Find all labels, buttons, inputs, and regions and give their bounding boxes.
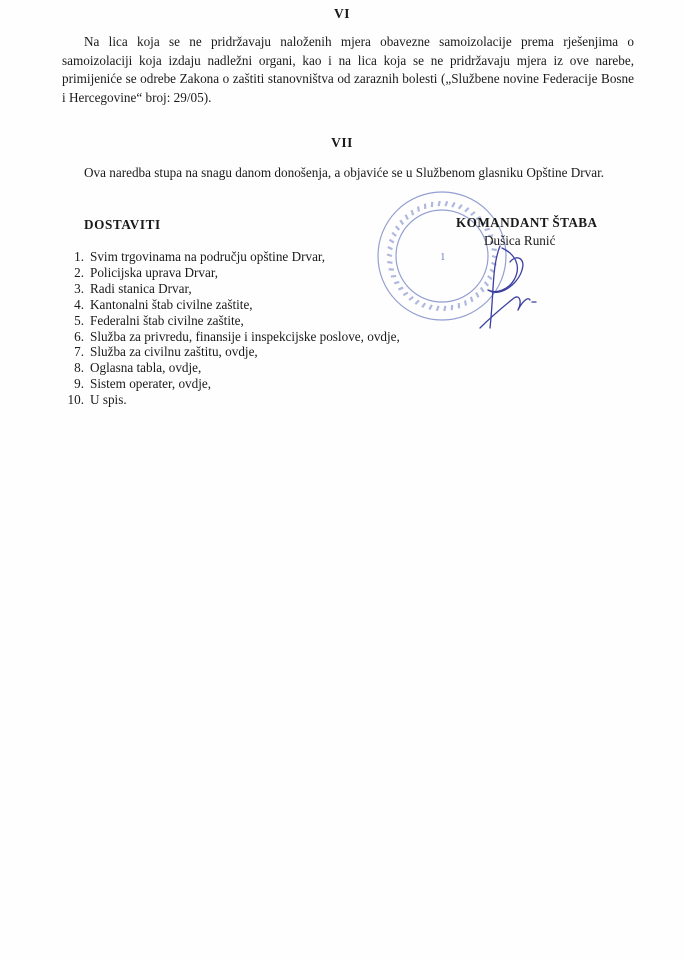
recipient-item [58, 376, 400, 392]
recipient-item [58, 392, 400, 408]
stamp-glyph [391, 276, 396, 277]
stamp-glyph [392, 233, 396, 236]
stamp-glyph [398, 288, 403, 290]
stamp-glyph [418, 206, 419, 211]
stamp-glyph [400, 220, 403, 224]
stamp-glyph [409, 297, 413, 300]
stamp-glyph [439, 201, 440, 206]
stamp-glyph [444, 306, 445, 311]
dostaviti-heading: DOSTAVITI [84, 217, 161, 232]
recipient-number: 5. [74, 312, 84, 328]
stamp-glyph [465, 208, 469, 212]
stamp-glyph [429, 305, 431, 310]
stamp-glyph [452, 202, 454, 207]
stamp-glyph [394, 282, 399, 283]
signature-stroke [490, 246, 500, 328]
stamp-glyph [437, 306, 439, 311]
recipient-number: 3. [74, 280, 84, 296]
section-vi-paragraph: Na lica koja se ne pridržavaju naloženih mjera obavezne samoizolacije prema rješenjima o samoizolaciji koja izdaju nadležni organi, kao i na lica koja se ne pridržavaju mjera iz ove narebe, primijeniće se odrebe Zakona o zaštiti stanovništva od zaraznih bolesti („Službene novine Federacije Bosne i Hercegovine“ broj: 29/05). [62, 34, 634, 105]
recipient-number: 10. [67, 392, 84, 408]
stamp-glyph [403, 293, 408, 296]
recipient-number: 7. [74, 344, 84, 360]
recipient-number: 9. [74, 376, 84, 392]
stamp-glyph [465, 300, 466, 305]
signatory-title: KOMANDANT ŠTABA [456, 215, 598, 230]
stamp-glyph [387, 262, 392, 263]
recipient-item [58, 313, 400, 329]
stamp-glyph [396, 226, 399, 230]
recipient-text: Kantonalni štab civilne zaštite, [90, 296, 253, 312]
stamp-glyph [412, 210, 414, 215]
recipient-list [58, 249, 400, 408]
recipient-text: U spis. [90, 392, 127, 408]
stamp-glyph [422, 303, 425, 307]
stamp-glyph [415, 300, 419, 304]
stamp-glyph [459, 205, 462, 209]
recipient-item [58, 281, 400, 297]
recipient-text: Oglasna tabla, ovdje, [90, 360, 202, 376]
recipient-item [58, 297, 400, 313]
recipient-item [58, 329, 400, 345]
signature-block [456, 215, 626, 248]
recipient-number: 8. [74, 360, 84, 376]
section-vii-heading: VII [331, 135, 353, 150]
recipient-item [58, 344, 400, 360]
stamp-glyph [445, 201, 447, 206]
recipient-text: Sistem operater, ovdje, [90, 376, 212, 392]
recipient-text: Služba za civilnu zaštitu, ovdje, [90, 344, 258, 360]
recipient-text: Svim trgovinama na području opštine Drvar, [90, 249, 326, 264]
recipient-item [58, 360, 400, 376]
recipient-item [58, 265, 400, 281]
recipient-number: 6. [74, 328, 84, 344]
recipient-text: Policijska uprava Drvar, [90, 264, 219, 280]
stamp-glyph [389, 240, 393, 243]
recipient-item [58, 249, 400, 265]
signatory-name: Dušica Runić [484, 233, 556, 248]
signature-stroke [480, 297, 520, 328]
recipient-number: 2. [74, 264, 84, 280]
section-vii-paragraph: Ova naredba stupa na snagu danom donošenja, a objaviće se u Službenom glasniku Opštine Drvar. [84, 165, 605, 180]
recipient-number: 4. [74, 296, 84, 312]
recipient-text: Radi stanica Drvar, [90, 280, 192, 296]
stamp-glyph [406, 215, 408, 220]
stamp-number: 1 [440, 251, 446, 263]
section-vi-heading: VI [333, 6, 350, 21]
recipient-text: Federalni štab civilne zaštite, [90, 312, 244, 328]
stamp-glyph [387, 255, 392, 257]
recipient-text: Služba za privredu, finansije i inspekcijske poslove, ovdje, [90, 328, 400, 344]
handwritten-signature [470, 236, 540, 332]
recipient-number: 1. [74, 249, 84, 264]
stamp-glyph [388, 247, 393, 249]
